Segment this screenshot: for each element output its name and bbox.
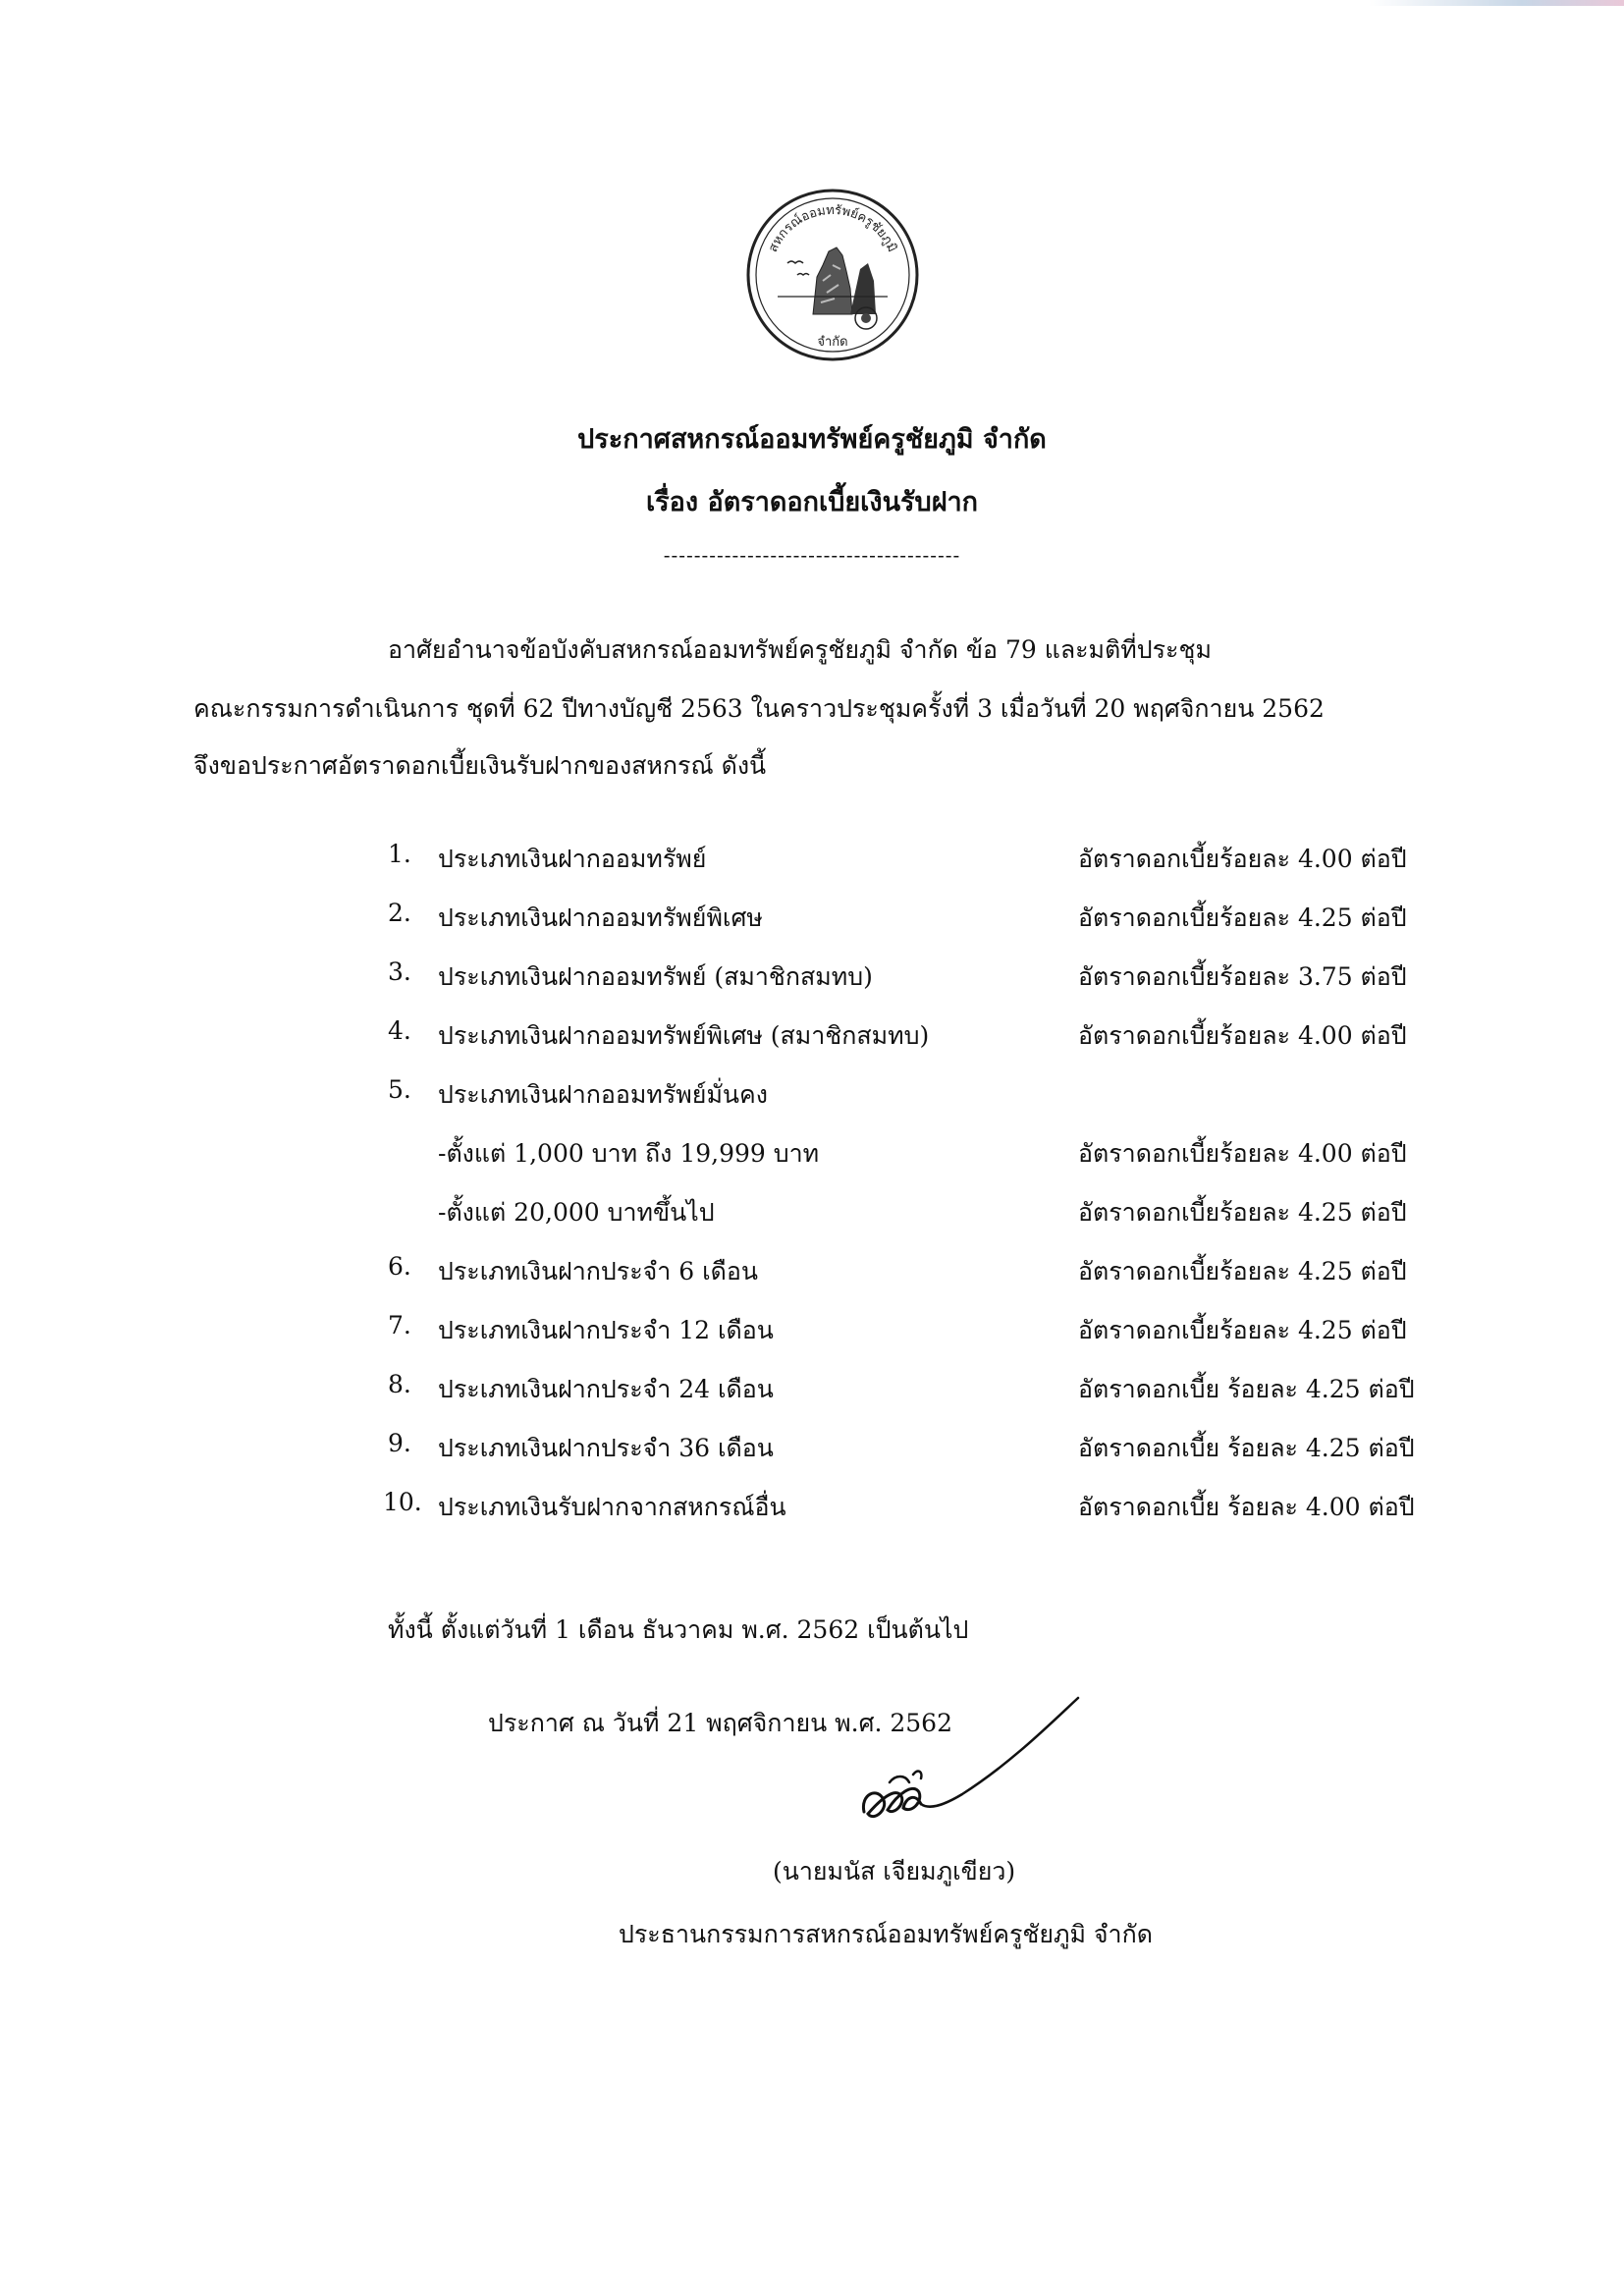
effective-date: ทั้งนี้ ตั้งแต่วันที่ 1 เดือน ธันวาคม พ.ศ. 2562 เป็นต้นไป: [388, 1615, 969, 1644]
rate-row: [0, 899, 1624, 948]
rate-row: [0, 1488, 1624, 1537]
rate-row-number: 7.: [388, 1311, 411, 1339]
signature-icon: [844, 1684, 1100, 1841]
announcement-subject: เรื่อง อัตราดอกเบี้ยเงินรับฝาก: [645, 487, 979, 518]
rate-row-number: 2.: [388, 899, 411, 927]
interest-rate: อัตราดอกเบี้ยร้อยละ 3.75 ต่อปี: [1078, 962, 1407, 991]
rate-sub-row: [0, 1134, 1624, 1183]
interest-rate: อัตราดอกเบี้ยร้อยละ 4.25 ต่อปี: [1078, 1198, 1407, 1227]
announcement-title: ประกาศสหกรณ์ออมทรัพย์ครูชัยภูมิ จำกัด: [577, 424, 1047, 455]
intro-paragraph-line-3: จึงขอประกาศอัตราดอกเบี้ยเงินรับฝากของสหกรณ์ ดังนี้: [193, 751, 767, 780]
cooperative-seal-icon: [744, 187, 921, 363]
rate-row-number: 5.: [388, 1075, 411, 1104]
deposit-type: ประเภทเงินฝากออมทรัพย์พิเศษ (สมาชิกสมทบ): [438, 1021, 930, 1050]
svg-text:จำกัด: จำกัด: [817, 335, 848, 350]
rate-row: [0, 1370, 1624, 1419]
scan-edge-tint: [1369, 0, 1624, 6]
interest-rate: อัตราดอกเบี้ยร้อยละ 4.00 ต่อปี: [1078, 1021, 1407, 1050]
deposit-type: ประเภทเงินฝากประจำ 24 เดือน: [438, 1375, 774, 1403]
rate-row: [0, 1075, 1624, 1124]
interest-rate: อัตราดอกเบี้ยร้อยละ 4.25 ต่อปี: [1078, 1316, 1407, 1344]
interest-rate: อัตราดอกเบี้ยร้อยละ 4.00 ต่อปี: [1078, 1139, 1407, 1168]
deposit-tier: -ตั้งแต่ 1,000 บาท ถึง 19,999 บาท: [438, 1139, 820, 1168]
rate-row-number: 4.: [388, 1016, 411, 1045]
deposit-type: ประเภทเงินรับฝากจากสหกรณ์อื่น: [438, 1493, 786, 1521]
rate-row-number: 10.: [383, 1488, 422, 1516]
title-divider: ---------------------------------------: [663, 543, 961, 567]
deposit-type: ประเภทเงินฝากออมทรัพย์ (สมาชิกสมทบ): [438, 962, 873, 991]
signer-name: (นายมนัส เจียมภูเขียว): [773, 1857, 1016, 1886]
rate-row-number: 9.: [388, 1429, 411, 1457]
rate-row: [0, 840, 1624, 889]
interest-rate: อัตราดอกเบี้ย ร้อยละ 4.00 ต่อปี: [1078, 1493, 1415, 1521]
rate-row: [0, 957, 1624, 1007]
deposit-type: ประเภทเงินฝากประจำ 12 เดือน: [438, 1316, 774, 1344]
interest-rate: อัตราดอกเบี้ยร้อยละ 4.25 ต่อปี: [1078, 903, 1407, 932]
rate-row: [0, 1311, 1624, 1360]
deposit-type: ประเภทเงินฝากออมทรัพย์: [438, 845, 707, 873]
intro-paragraph-line-2: คณะกรรมการดำเนินการ ชุดที่ 62 ปีทางบัญชี 2563 ในคราวประชุมครั้งที่ 3 เมื่อวันที่ 20 พฤศจิกายน 2562: [193, 694, 1325, 723]
rate-row: [0, 1429, 1624, 1478]
deposit-type: ประเภทเงินฝากประจำ 6 เดือน: [438, 1257, 758, 1285]
interest-rate: อัตราดอกเบี้ย ร้อยละ 4.25 ต่อปี: [1078, 1434, 1415, 1462]
rate-row-number: 6.: [388, 1252, 411, 1281]
deposit-type: ประเภทเงินฝากออมทรัพย์พิเศษ: [438, 903, 763, 932]
rate-row-number: 1.: [388, 840, 411, 868]
rate-row: [0, 1252, 1624, 1301]
deposit-type: ประเภทเงินฝากออมทรัพย์มั่นคง: [438, 1080, 768, 1109]
svg-text:สหกรณ์ออมทรัพย์ครูชัยภูมิ: สหกรณ์ออมทรัพย์ครูชัยภูมิ: [766, 202, 899, 255]
rate-sub-row: [0, 1193, 1624, 1242]
signer-title: ประธานกรรมการสหกรณ์ออมทรัพย์ครูชัยภูมิ จำกัด: [619, 1920, 1153, 1948]
rate-row-number: 3.: [388, 957, 411, 986]
interest-rate: อัตราดอกเบี้ย ร้อยละ 4.25 ต่อปี: [1078, 1375, 1415, 1403]
intro-paragraph-line-1: อาศัยอำนาจข้อบังคับสหกรณ์ออมทรัพย์ครูชัยภูมิ จำกัด ข้อ 79 และมติที่ประชุม: [388, 635, 1212, 664]
interest-rate: อัตราดอกเบี้ยร้อยละ 4.00 ต่อปี: [1078, 845, 1407, 873]
rate-row: [0, 1016, 1624, 1066]
deposit-tier: -ตั้งแต่ 20,000 บาทขึ้นไป: [438, 1198, 715, 1227]
rate-row-number: 8.: [388, 1370, 411, 1398]
deposit-type: ประเภทเงินฝากประจำ 36 เดือน: [438, 1434, 774, 1462]
interest-rate: อัตราดอกเบี้ยร้อยละ 4.25 ต่อปี: [1078, 1257, 1407, 1285]
announcement-date: ประกาศ ณ วันที่ 21 พฤศจิกายน พ.ศ. 2562: [488, 1709, 952, 1737]
